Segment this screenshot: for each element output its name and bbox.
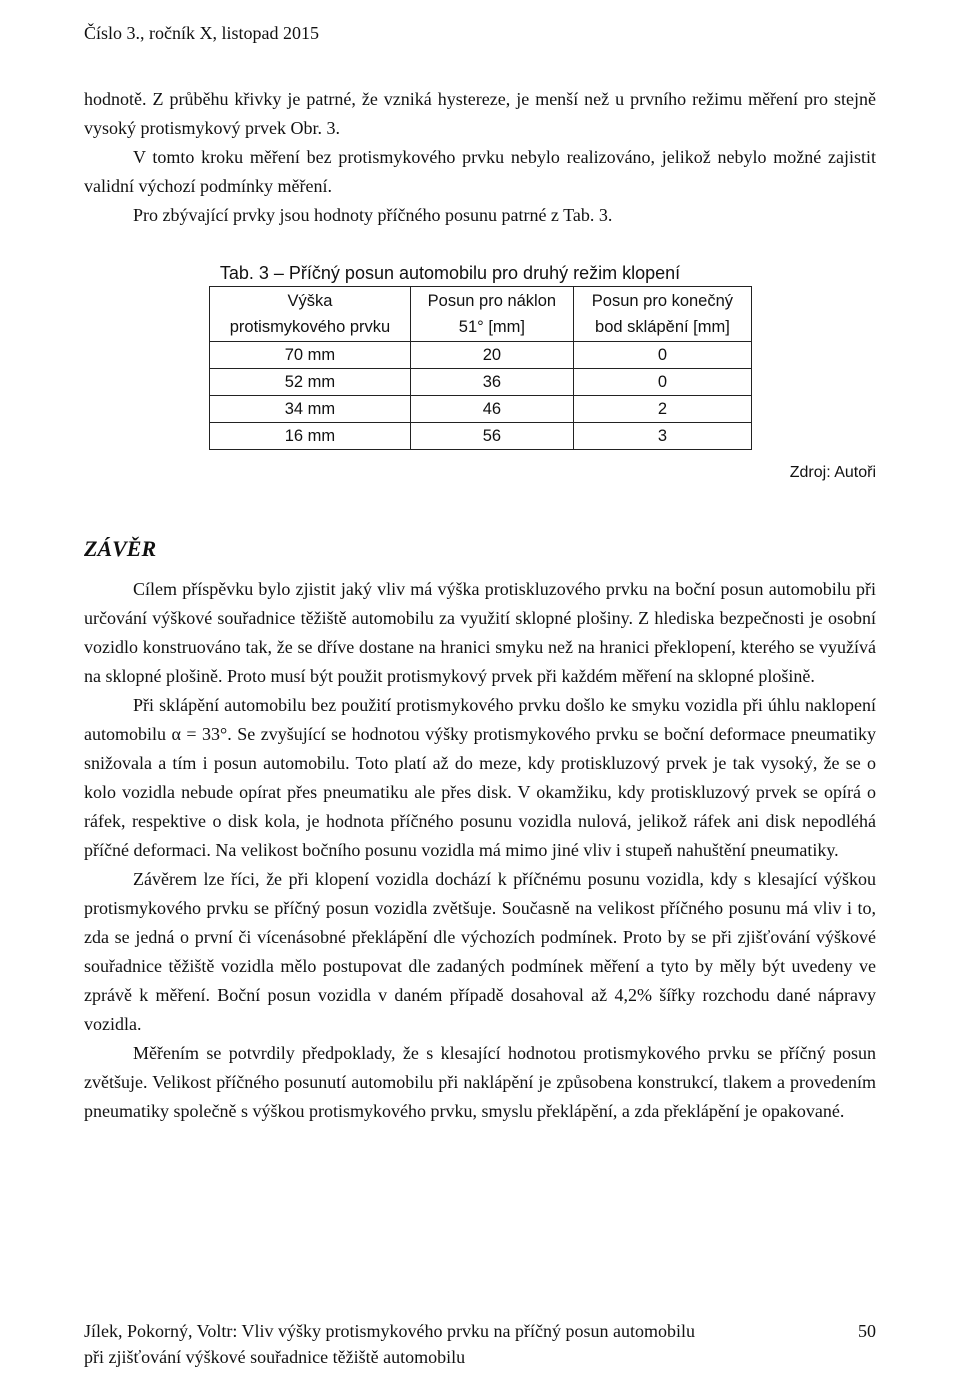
table-source: Zdroj: Autoři [789,464,876,481]
header-shift-final [573,287,751,342]
header-height-line1: Výška [287,292,333,310]
intro-paragraph-1: hodnotě. Z průběhu křivky je patrné, že vzniká hystereze, je menší než u prvního režimu měření pro stejně vysoký protismykový prvek Obr. 3. [84,89,876,138]
page-number: 50 [858,1321,876,1341]
table-cell: 46 [410,396,573,423]
conclusion-paragraph-4: Měřením se potvrdily předpoklady, že s klesající hodnotou protismykového prvku se příčný posun zvětšuje. Velikost příčného posunutí automobilu při naklápění je způsobena konstrukcí, tlakem a provedením pneumatiky společně s výškou protismykového prvku, smyslu překlápění, a zda překlápění je opakované. [84,1043,876,1121]
table-cell: 16 mm [210,423,411,450]
table-row [210,396,752,423]
table-cell: 3 [573,423,751,450]
header-shift-final-line2: bod sklápění [mm] [595,318,730,336]
page-footer [84,1318,876,1370]
intro-paragraph-2: V tomto kroku měření bez protismykového prvku nebylo realizováno, jelikož nebylo možné zajistit validní výchozí podmínky měření. [84,147,876,196]
table-cell: 0 [573,369,751,396]
table-cell: 34 mm [210,396,411,423]
table-header-row [210,287,752,342]
header-shift-final-line1: Posun pro konečný [591,292,734,310]
data-table [209,286,752,450]
table-row [210,423,752,450]
table-row [210,342,752,369]
page-content [84,85,876,1126]
header-height [210,287,411,342]
section-heading-conclusion: ZÁVĚR [84,536,157,561]
table-row [210,369,752,396]
table-cell: 52 mm [210,369,411,396]
conclusion-paragraph-3: Závěrem lze říci, že při klopení vozidla dochází k příčnému posunu vozidla, kdy s klesající výškou protismykového prvku se příčný posun vozidla zvětšuje. Současně na velikost příčného posunu má vliv i to, zda se jedná o první či vícenásobné překlápění dle výchozích podmínek. Proto by se při zjišťování výškové souřadnice těžiště vozidla mělo postupovat dle zadaných podmínek měření a tyto by měly být uvedeny ve zprávě k měření. Boční posun vozidla v daném případě dosahoval až 4,2% šířky rozchodu dané nápravy vozidla. [84,869,876,1034]
intro-paragraph-3: Pro zbývající prvky jsou hodnoty příčného posunu patrné z Tab. 3. [133,205,613,225]
header-height-line2: protismykového prvku [229,318,391,336]
table-cell: 20 [410,342,573,369]
footer-citation-line1: Jílek, Pokorný, Voltr: Vliv výšky protismykového prvku na příčný posun automobilu [84,1321,695,1341]
table-cell: 0 [573,342,751,369]
header-shift-tilt [410,287,573,342]
table-cell: 36 [410,369,573,396]
header-shift-tilt-line2: 51° [mm] [458,318,525,336]
table-cell: 2 [573,396,751,423]
journal-header: Číslo 3., ročník X, listopad 2015 [84,23,319,43]
conclusion-paragraph-2: Při sklápění automobilu bez použití protismykového prvku došlo ke smyku vozidla při úhlu naklopení automobilu α = 33°. Se zvyšující se hodnotou výšky protismykového prvku se boční deformace pneumatiky snižovala a tím i posun automobilu. Toto platí až do meze, kdy protiskluzový prvek je tak vysoký, že se o kolo vozidla nebude opírat přes pneumatiku ale přes disk. V okamžiku, kdy protiskluzový prvek se opírá o ráfek, respektive o disk kola, je hodnota příčného posunu vozidla nulová, jelikož ráfek ani disk nepodléhá příčné deformaci. Na velikost bočního posunu vozidla má mimo jiné vliv i stupeň nahuštění pneumatiky. [84,695,876,860]
header-shift-tilt-line1: Posun pro náklon [427,292,557,310]
table-cell: 56 [410,423,573,450]
table-caption: Tab. 3 – Příčný posun automobilu pro druhý režim klopení [219,263,681,283]
conclusion-paragraph-1: Cílem příspěvku bylo zjistit jaký vliv má výška protiskluzového prvku na boční posun automobilu při určování výškové souřadnice těžiště automobilu za využití sklopné plošiny. Z hlediska bezpečnosti je osobní vozidlo konstruováno tak, že se dříve dostane na hranici smyku než na hranici překlopení, kterého se využívá na sklopné plošině. Proto musí být použit protismykový prvek při každém měření na sklopné plošině. [84,579,876,686]
table-cell: 70 mm [210,342,411,369]
footer-citation-line2: při zjišťování výškové souřadnice těžiště automobilu [84,1347,466,1367]
